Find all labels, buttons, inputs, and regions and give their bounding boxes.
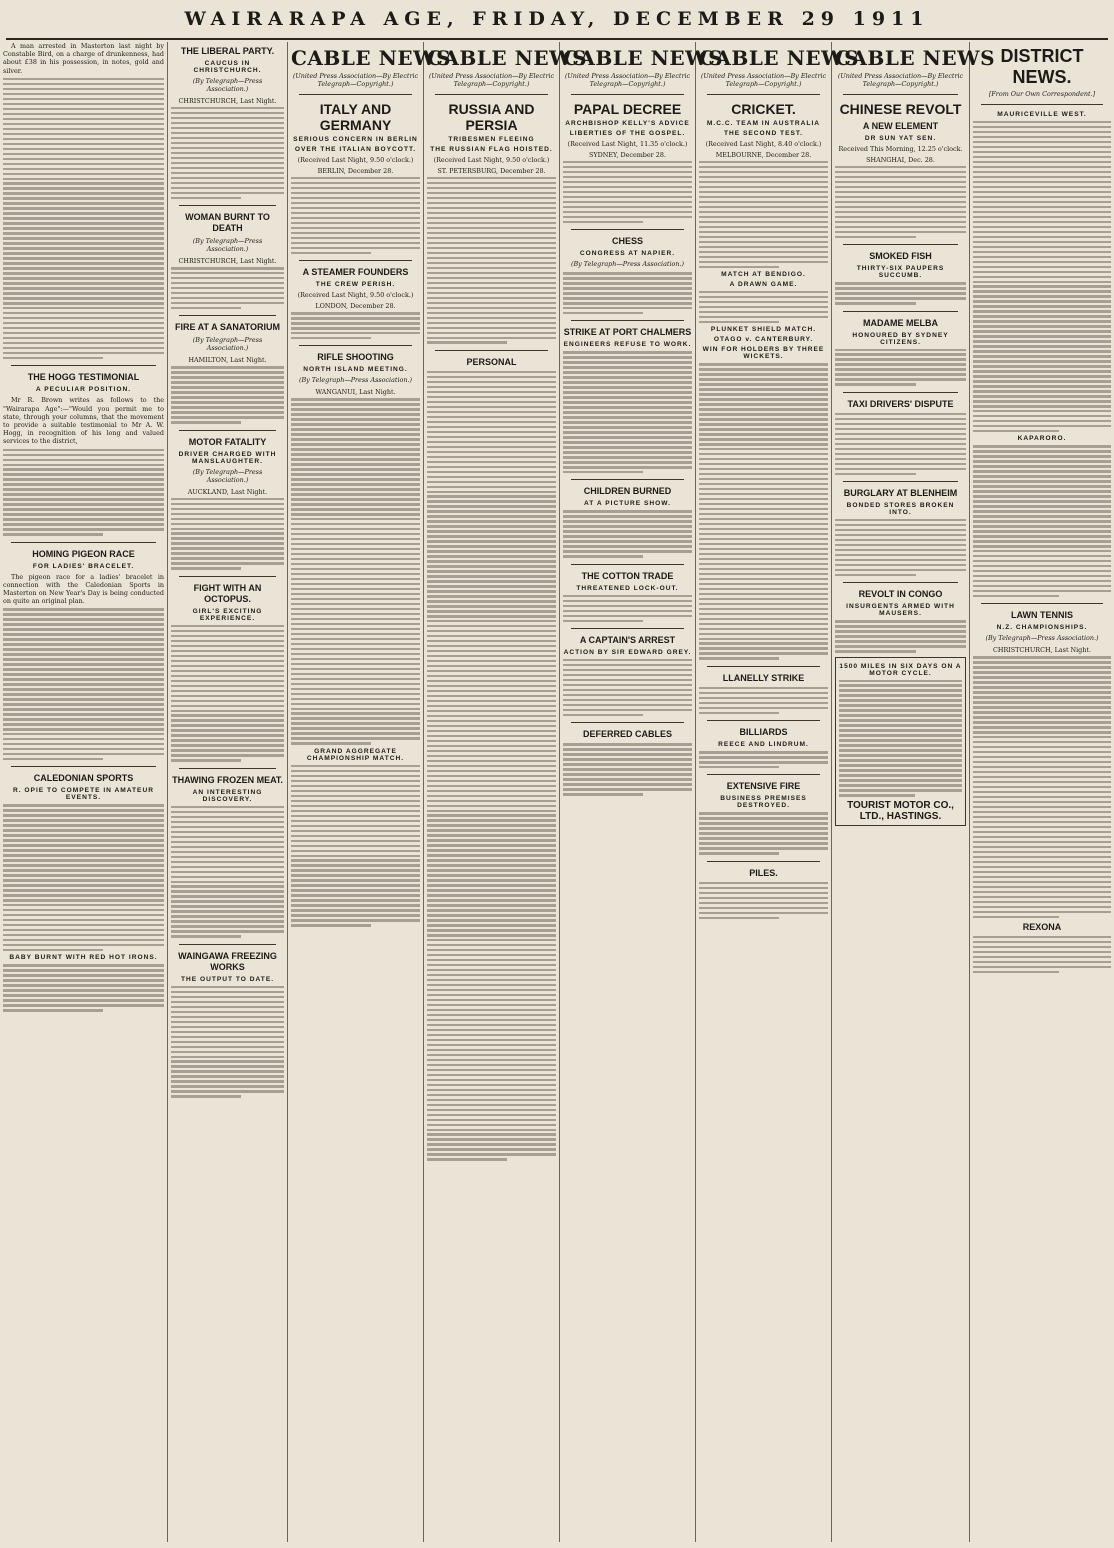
divider: [179, 576, 276, 577]
divider: [843, 481, 958, 482]
italy-received: (Received Last Night, 9.50 o'clock.): [297, 156, 414, 164]
divider: [179, 205, 276, 206]
congo-subheading: INSURGENTS ARMED WITH MAUSERS.: [846, 603, 955, 618]
text-block: [171, 625, 284, 762]
column-7: [832, 42, 996, 1542]
column-3: [288, 42, 452, 1542]
chinese-headline: CHINESE REVOLT: [839, 101, 962, 117]
cricket-received: (Received Last Night, 8.40 o'clock.): [705, 140, 822, 148]
tennis-dateline: CHRISTCHURCH, Last Night.: [992, 646, 1091, 655]
divider: [843, 582, 958, 583]
chinese-received: Received This Morning, 12.25 o'clock.: [838, 145, 963, 153]
billiards-heading: BILLIARDS: [739, 727, 788, 738]
text-block: [171, 267, 284, 309]
divider: [707, 666, 820, 667]
text-block: [835, 620, 966, 652]
divider: [707, 94, 820, 95]
captain-subheading: ACTION BY SIR EDWARD GREY.: [563, 649, 692, 657]
text-block: [835, 519, 966, 576]
melba-heading: MADAME MELBA: [863, 317, 938, 328]
text-block: [699, 882, 828, 919]
llanelly-heading: LLANELLY STRIKE: [722, 672, 805, 683]
rifle-heading: RIFLE SHOOTING: [317, 352, 394, 363]
rifle-subheading: NORTH ISLAND MEETING.: [303, 366, 408, 374]
children-heading: CHILDREN BURNED: [583, 486, 672, 497]
divider: [981, 104, 1103, 105]
motor-dateline: AUCKLAND, Last Night.: [187, 487, 268, 496]
text-block: [835, 413, 966, 475]
pigeon-text: The pigeon race for a ladies' bracelet in connection with the Caledonian Sports in Masterton on New Year's Day is being conducted on quite an original plan.: [3, 572, 164, 606]
tennis-heading: LAWN TENNIS: [1011, 610, 1073, 621]
divider: [843, 311, 958, 312]
russia-headline: RUSSIA AND PERSIA: [448, 101, 535, 133]
waingawa-subheading: THE OUTPUT TO DATE.: [180, 975, 275, 983]
motor-subheading: DRIVER CHARGED WITH MANSLAUGHTER.: [178, 450, 277, 465]
papal-sub1: ARCHBISHOP KELLY'S ADVICE: [565, 120, 690, 127]
text-block: [839, 680, 962, 797]
text-block: [171, 498, 284, 570]
pigeon-heading: HOMING PIGEON RACE: [32, 548, 135, 559]
fire-subheading: BUSINESS PREMISES DESTROYED.: [720, 795, 807, 810]
russia-received: (Received Last Night, 9.50 o'clock.): [433, 156, 550, 164]
cotton-heading: THE COTTON TRADE: [581, 570, 674, 581]
text-block: [973, 656, 1111, 918]
caledonian-subheading: R. OPIE TO COMPETE IN AMATEUR EVENTS.: [13, 787, 154, 802]
text-block: [563, 272, 692, 314]
text-block: [171, 806, 284, 938]
chess-heading: CHESS: [611, 236, 643, 247]
plunket-heading: PLUNKET SHIELD MATCH.: [710, 326, 817, 334]
column-8: [970, 42, 1114, 1542]
cotton-subheading: THREATENED LOCK-OUT.: [576, 584, 679, 592]
divider: [707, 861, 820, 862]
text-block: [563, 659, 692, 716]
text-block: [563, 161, 692, 223]
cable-news-heading: CABLE NEWS: [835, 46, 996, 70]
taxi-heading: TAXI DRIVERS' DISPUTE: [847, 398, 954, 409]
champion-heading: GRAND AGGREGATE CHAMPIONSHIP MATCH.: [306, 747, 405, 762]
column-4: [424, 42, 588, 1542]
divider: [843, 244, 958, 245]
chinese-dateline: SHANGHAI, Dec. 28.: [866, 156, 935, 164]
association-credit: (United Press Association—By Electric Telegraph—Copyright.): [837, 72, 964, 88]
column-5: [560, 42, 724, 1542]
text-block: [973, 445, 1111, 597]
divider: [179, 944, 276, 945]
plunket-subheading-2: WIN FOR HOLDERS BY THREE WICKETS.: [702, 346, 825, 361]
telegraph-credit: (By Telegraph—Press Association.): [192, 336, 263, 353]
woman-dateline: CHRISTCHURCH, Last Night.: [178, 257, 277, 266]
text-block: [835, 166, 966, 238]
cable-news-heading: CABLE NEWS: [427, 46, 588, 70]
divider: [571, 479, 684, 480]
liberal-dateline: CHRISTCHURCH, Last Night.: [178, 97, 277, 105]
fish-subheading: THIRTY-SIX PAUPERS SUCCUMB.: [856, 265, 945, 280]
association-credit: (United Press Association—By Electric Telegraph—Copyright.): [700, 72, 827, 88]
russia-dateline: ST. PETERSBURG, December 28.: [437, 167, 546, 175]
russia-sub2: THE RUSSIAN FLAG HOISTED.: [430, 146, 553, 153]
strike-heading: STRIKE AT PORT CHALMERS: [563, 327, 692, 338]
rifle-dateline: WANGANUI, Last Night.: [315, 388, 396, 397]
italy-dateline: BERLIN, December 28.: [317, 167, 394, 175]
divider: [179, 315, 276, 316]
masthead-rule: [6, 38, 1108, 40]
waingawa-heading: WAINGAWA FREEZING WORKS: [178, 950, 277, 972]
text-block: [291, 765, 420, 927]
papal-sub2: LIBERTIES OF THE GOSPEL.: [569, 130, 686, 137]
piles-heading: PILES.: [749, 867, 778, 878]
text-block: [973, 121, 1111, 432]
fire-heading: EXTENSIVE FIRE: [726, 781, 801, 792]
divider: [11, 365, 156, 366]
divider: [571, 628, 684, 629]
personal-heading: PERSONAL: [466, 356, 517, 367]
text-block: [291, 398, 420, 744]
text-block: [3, 78, 164, 360]
melba-subheading: HONOURED BY SYDNEY CITIZENS.: [852, 331, 949, 346]
captain-heading: A CAPTAIN'S ARREST: [579, 635, 676, 646]
telegraph-credit: (By Telegraph—Press Association.): [985, 634, 1099, 643]
divider: [11, 766, 156, 767]
text-block: [3, 449, 164, 536]
cricket-dateline: MELBOURNE, December 28.: [715, 151, 812, 159]
text-block: [699, 161, 828, 268]
bendigo-heading: MATCH AT BENDIGO.: [721, 271, 806, 279]
cable-news-heading: CABLE NEWS: [699, 46, 860, 70]
divider: [571, 229, 684, 230]
steamer-subheading: THE CREW PERISH.: [315, 281, 396, 289]
column-6: [696, 42, 860, 1542]
cricket-headline: CRICKET.: [731, 101, 796, 117]
divider: [179, 430, 276, 431]
papal-headline: PAPAL DECREE: [573, 101, 682, 117]
italy-sub2: OVER THE ITALIAN BOYCOTT.: [294, 146, 417, 153]
burglary-heading: BURGLARY AT BLENHEIM: [843, 487, 958, 498]
text-block: [3, 608, 164, 760]
divider: [11, 542, 156, 543]
telegraph-credit: (By Telegraph—Press Association.): [298, 376, 413, 385]
column-1: [0, 42, 168, 1542]
text-block: [171, 366, 284, 423]
papal-received: (Received Last Night, 11.35 o'clock.): [567, 140, 688, 148]
cable-news-heading: CABLE NEWS: [563, 46, 724, 70]
liberal-heading: THE LIBERAL PARTY.: [180, 46, 275, 56]
papal-dateline: SYDNEY, December 28.: [589, 151, 666, 159]
telegraph-credit: (By Telegraph—Press Association.): [570, 260, 685, 269]
text-block: [427, 371, 556, 1161]
rexona-heading: REXONA: [1022, 921, 1062, 932]
chinese-sub2: DR SUN YAT SEN.: [864, 135, 937, 142]
divider: [707, 720, 820, 721]
children-subheading: AT A PICTURE SHOW.: [584, 500, 671, 508]
divider: [843, 392, 958, 393]
motor-cycle-advertisement: [835, 657, 966, 826]
pigeon-subheading: FOR LADIES' BRACELET.: [32, 562, 135, 570]
divider: [571, 320, 684, 321]
divider: [299, 345, 412, 346]
fish-heading: SMOKED FISH: [869, 251, 932, 262]
ad-company-name: TOURIST MOTOR CO., LTD., HASTINGS.: [847, 799, 954, 822]
mauriceville-heading: MAURICEVILLE WEST.: [997, 111, 1087, 118]
divider: [981, 603, 1103, 604]
burglary-subheading: BONDED STORES BROKEN INTO.: [846, 501, 955, 516]
divider: [435, 94, 548, 95]
caledonian-heading: CALEDONIAN SPORTS: [33, 773, 134, 784]
divider: [571, 94, 684, 95]
text-block: [699, 687, 828, 714]
strike-subheading: ENGINEERS REFUSE TO WORK.: [563, 341, 692, 349]
billiards-subheading: REECE AND LINDRUM.: [718, 741, 809, 749]
text-block: [291, 177, 420, 254]
bendigo-subheading: A DRAWN GAME.: [729, 281, 798, 289]
deferred-heading: DEFERRED CABLES: [582, 729, 672, 740]
cricket-sub2: THE SECOND TEST.: [723, 130, 803, 137]
text-block: [563, 510, 692, 557]
fire-dateline: HAMILTON, Last Night.: [188, 356, 267, 365]
text-block: [3, 804, 164, 951]
text-block: [563, 743, 692, 795]
text-block: [427, 177, 556, 344]
liberal-subheading: CAUCUS IN CHRISTCHURCH.: [193, 60, 262, 74]
divider: [707, 774, 820, 775]
italy-headline: ITALY AND GERMANY: [319, 101, 392, 133]
chinese-sub1: A NEW ELEMENT: [862, 121, 939, 131]
miles-heading: 1500 MILES IN SIX DAYS ON A MOTOR CYCLE.: [839, 662, 962, 677]
kaparoro-heading: KAPARORO.: [1017, 435, 1067, 443]
text-block: [699, 751, 828, 768]
association-credit: (United Press Association—By Electric Telegraph—Copyright.): [564, 72, 691, 88]
divider: [299, 94, 412, 95]
text-block: [973, 936, 1111, 973]
italy-sub1: SERIOUS CONCERN IN BERLIN: [293, 136, 418, 143]
cable-news-heading: CABLE NEWS: [291, 46, 452, 70]
cricket-sub1: M.C.C. TEAM IN AUSTRALIA: [706, 120, 821, 127]
hogg-subheading: A PECULIAR POSITION.: [35, 386, 132, 394]
congo-heading: REVOLT IN CONGO: [858, 589, 943, 600]
divider: [179, 768, 276, 769]
telegraph-credit: (By Telegraph—Press Association.): [192, 77, 263, 93]
fire-heading: FIRE AT A SANATORIUM: [175, 322, 280, 333]
opening-paragraph: A man arrested in Masterton last night by Constable Bird, on a charge of drunkenness, had about £38 in his possession, in notes, gold and silver.: [3, 42, 164, 75]
divider: [843, 94, 958, 95]
text-block: [699, 363, 828, 659]
divider: [571, 722, 684, 723]
thawing-subheading: AN INTERESTING DISCOVERY.: [192, 788, 263, 803]
thawing-heading: THAWING FROZEN MEAT.: [172, 774, 283, 785]
chess-subheading: CONGRESS AT NAPIER.: [579, 250, 676, 258]
octopus-subheading: GIRL'S EXCITING EXPERIENCE.: [192, 607, 263, 622]
association-credit: (United Press Association—By Electric Telegraph—Copyright.): [428, 72, 555, 88]
steamer-received: (Received Last Night, 9.50 o'clock.): [297, 291, 414, 300]
woman-heading: WOMAN BURNT TO DEATH: [185, 212, 270, 234]
text-block: [835, 282, 966, 304]
column-2: [168, 42, 288, 1542]
telegraph-credit: (By Telegraph—Press Association.): [192, 237, 263, 254]
telegraph-credit: (By Telegraph—Press Association.): [192, 467, 263, 484]
text-block: [699, 812, 828, 854]
steamer-heading: A STEAMER FOUNDERS: [302, 267, 409, 278]
text-block: [291, 312, 420, 339]
divider: [299, 260, 412, 261]
hogg-text: Mr R. Brown writes as follows to the "Wairarapa Age":—"Would you permit me to state, through your columns, that the movement to provide a suitable testimonial to Mr A. W. Hogg, in recognition of his long and valued services to the district,: [3, 396, 164, 446]
text-block: [171, 986, 284, 1098]
correspondent-credit: [From Our Own Correspondent.]: [988, 90, 1096, 98]
motor-heading: MOTOR FATALITY: [188, 436, 267, 447]
steamer-dateline: LONDON, December 28.: [315, 302, 396, 311]
tennis-subheading: N.Z. CHAMPIONSHIPS.: [996, 624, 1088, 632]
octopus-heading: FIGHT WITH AN OCTOPUS.: [193, 582, 262, 604]
association-credit: (United Press Association—By Electric Telegraph—Copyright.): [292, 72, 419, 88]
russia-sub1: TRIBESMEN FLEEING: [448, 136, 535, 143]
text-block: [563, 595, 692, 622]
text-block: [171, 107, 284, 199]
text-block: [3, 964, 164, 1011]
masthead: WAIRARAPA AGE, FRIDAY, DECEMBER 29 1911: [184, 8, 930, 30]
divider: [435, 350, 548, 351]
text-block: [835, 349, 966, 386]
plunket-subheading: OTAGO v. CANTERBURY.: [713, 336, 814, 344]
divider: [571, 564, 684, 565]
district-news-headline: DISTRICT NEWS.: [1000, 46, 1084, 87]
text-block: [563, 351, 692, 473]
hogg-heading: THE HOGG TESTIMONIAL: [27, 372, 140, 383]
baby-heading: BABY BURNT WITH RED HOT IRONS.: [9, 954, 158, 962]
text-block: [699, 291, 828, 323]
